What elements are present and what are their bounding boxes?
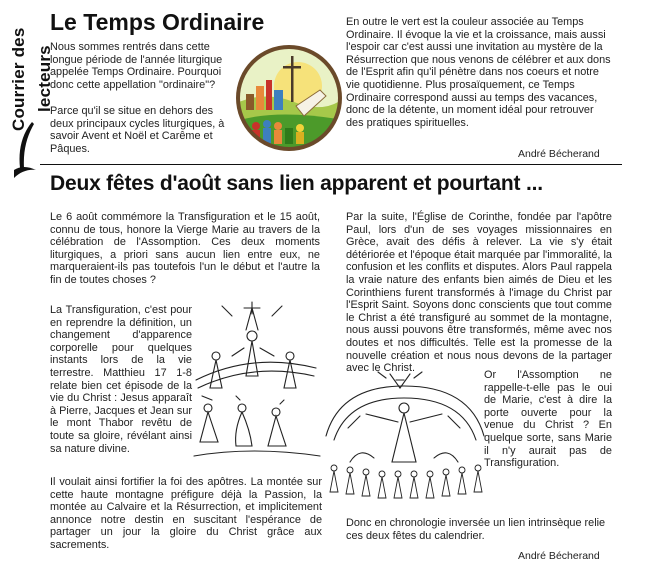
article2-title: Deux fêtes d'août sans lien apparent et pourtant ...	[50, 172, 543, 195]
assumption-drawing	[320, 366, 490, 500]
article2-corinth: Par la suite, l'Église de Corinthe, fondée par l'apôtre Paul, lors d'un de ses voyages missionnaires en Grèce, avait des défis à relever. La vie s'y était détériorée et l'époque était marquée par l'immoralité, la confusion et les conflits et disputes. Alors Paul rappela la vraie nature des enfants bien aimés de Dieu et les Corinthiens furent transformés à l'image du Christ par l'Esprit Saint. Soyons donc conscients que tout comme le Christ a été transfiguré au sommet de la montagne, nous aussi pouvons être transformés, même avec nos doutes et nos difficultés. Telle est la promesse de la nouvelle création et nous nous devons de la partager avec le Christ.	[346, 211, 612, 375]
quill-pen-icon	[10, 120, 40, 182]
section-divider	[40, 164, 622, 165]
temps-ordinaire-medallion	[234, 42, 344, 154]
article2-author: André Bécherand	[518, 550, 600, 562]
section-label: Courrier des lecteurs	[9, 27, 54, 131]
article2-closing: Donc en chronologie inversée un lien intrinsèque relie ces deux fêtes du calendrier.	[346, 517, 606, 542]
article2-intro: Le 6 août commémore la Transfiguration et le 15 août, connu de tous, honore la Vierge Marie au travers de la célébration de l'Assomption. Ces deux moments liturgiques, a priori sans aucun lien entre eux, ne marqueraient-ils pas toutefois l'un le début et l'autre la fin de toutes choses ?	[50, 211, 320, 286]
article1-title: Le Temps Ordinaire	[50, 9, 265, 35]
article1-para2: Parce qu'il se situe en dehors des deux principaux cycles liturgiques, à savoir Avent et Noël et Carême et Pâques.	[50, 105, 225, 155]
article2-fortify: Il voulait ainsi fortifier la foi des apôtres. La montée sur cette haute montagne préfigure déjà la Passion, la montée au Calvaire et la Résurrection, et implicitement annonce notre destin en suscitant l'espérance de partager un jour la gloire du Christ grâce aux sacrements.	[50, 476, 322, 551]
transfiguration-drawing	[192, 296, 322, 482]
article2-assumption: Or l'Assomption ne rappelle-t-elle pas le oui de Marie, c'est à dire la porte ouverte pour la venue du Christ ? En quelque sorte, sans Marie il n'y aurait pas de Transfiguration.	[484, 369, 612, 470]
article1-right-column: En outre le vert est la couleur associée au Temps Ordinaire. Il évoque la vie et la croissance, mais aussi l'espoir car c'est aussi une invitation au mystère de la Résurrection que nous venons de célébrer et aux dons de l'Esprit afin qu'il pénètre dans nos coeurs et notre vie quotidienne. Plus prosaïquement, ce Temps Ordinaire correspond aussi au temps des vacances, donc de la détente, un moment idéal pour retrouver des pratiques spirituelles.	[346, 16, 611, 129]
article1-intro: Nous sommes rentrés dans cette longue période de l'année liturgique appelée Temps Ordinaire. Pourquoi donc cette appellation "ordinaire"?	[50, 41, 223, 91]
article1-author: André Bécherand	[518, 148, 600, 160]
article2-transfiguration: La Transfiguration, c'est pour en reprendre la définition, un changement d'apparence corporelle pour quelques instants lors de la vie terrestre. Matthieu 17 1-8 relate bien cet épisode de la vie du Christ : Jesus apparaît à Pierre, Jacques et Jean sur le mont Thabor revêtu de toute sa gloire, révélant ainsi sa nature divine.	[50, 304, 192, 455]
